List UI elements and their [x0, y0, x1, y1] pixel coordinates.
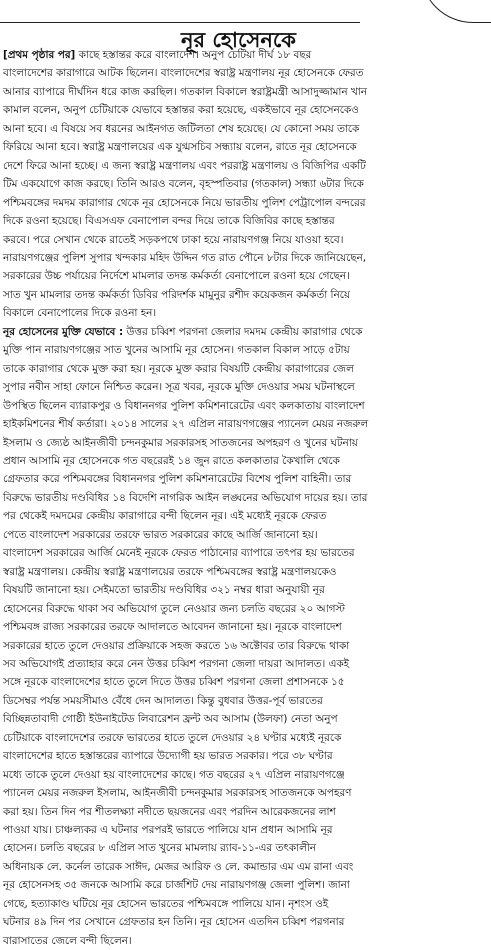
article-headline: নূর হোসেনকে: [180, 27, 296, 52]
text-line: অধিনায়ক লে. কর্নেল তারেক সাঈদ, মেজর আরিফ ও লে. কমান্ডার এম এম রানা এবং: [3, 860, 354, 873]
text-line: চেটিয়াকে বাংলাদেশের তরফে ভারতের হাতে তুলে দেওয়ার ২৪ ঘণ্টার মধ্যেই নূরকে: [3, 731, 342, 744]
text-line: কামাল বলেন, অনুপ চেটিয়াকে যেভাবে হস্তান্তর করা হয়েছে, একইভাবে নূর হোসেনকেও: [3, 104, 359, 117]
text-line: [প্রথম পৃষ্ঠার পর] কাছে হস্তান্তর করে বাংলাদেশ। অনুপ চেটিয়া দীর্ঘ ১৮ বছর: [3, 49, 312, 61]
text-line: আনার ব্যাপারে দীর্ঘদিন ধরে কাজ করছিল। গতকাল বিকালে স্বরাষ্ট্রমন্ত্রী আসাদুজ্জামান খান: [3, 85, 367, 98]
text-line: পশ্চিমবঙ্গের দমদম কারাগার থেকে নূর হোসেনকে নিয়ে ভারতীয় পুলিশ পেট্রাপোল বন্দরের: [3, 196, 366, 209]
corner-border-decoration: [420, 0, 491, 23]
text-line: ডিসেম্বর পর্যন্ত সময়সীমাও বেঁধে দেন আদালত। কিন্তু বুধবার উত্তর-পূর্ব ভারতের: [3, 694, 323, 707]
text-line: বিচ্ছিন্নতাবাদী গোষ্ঠী ইউনাইটেড লিবারেশন ফ্রন্ট অব আসাম (উলফা) নেতা অনুপ: [3, 713, 338, 726]
text-line: সব অভিযোগই প্রত্যাহার করে নেন উত্তর চব্বিশ পরগনা জেলা দায়রা আদালত। একই: [3, 657, 350, 670]
text-line: সুপার নবীন সাহা ফোনে নিশ্চিত করেন। সূত্র খবর, নূরকে মুক্তি দেওয়ার সময় ঘটনাস্থলে: [3, 381, 355, 394]
text-line: বাংলাদেশের হাতে হস্তান্তরের ব্যাপারে উদ্যোগী হয় ভারত সরকার। পরে ৩৮ ঘণ্টার: [3, 750, 333, 763]
paragraph-3: [3, 544, 471, 950]
text-line: পর থেকেই দমদমের কেন্দ্রীয় কারাগারে বন্দী ছিলেন নূর। এই মধ্যেই নূরকে ফেরত: [3, 510, 327, 523]
paragraph-2: [3, 323, 471, 544]
paragraph-1: [3, 46, 471, 323]
text-line: বিরুদ্ধে ভারতীয় দণ্ডবিধির ১৪ বিদেশি নাগরিক আইন লঙ্ঘনের অভিযোগ দায়ের হয়। তার: [3, 491, 368, 504]
text-line: আনা হবে। এ বিষয়ে সব ধরনের আইনগত জটিলতা শেষ হয়েছে। যে কোনো সময় তাকে: [3, 122, 360, 135]
text-line: হোসেন। চলতি বছরের ৮ এপ্রিল সাত খুনের মামলায় র‍্যাব-১১-এর তৎকালীন: [3, 842, 316, 855]
text-line: বাংলাদেশ সরকারের আর্জি মেনেই নূরকে ফেরত পাঠানোর ব্যাপারে তৎপর হয় ভারতের: [3, 547, 355, 560]
text-line: ইসলাম ও জ্যেষ্ঠ আইনজীবী চন্দনকুমার সরকারসহ সাতজনের অপহরণ ও খুনের ঘটনায়: [3, 436, 358, 449]
text-line: নারায়ণগঞ্জের পুলিশ সুপার খন্দকার মহিদ উদ্দিন গত রাত পৌনে ৮টার দিকে জানিয়েছেন,: [3, 251, 367, 264]
text-line: গেছে, হত্যাকাণ্ড ঘটিয়ে নূর হোসেন ভারতের পশ্চিমবঙ্গে পালিয়ে যান। নৃশংস ওই: [3, 897, 329, 910]
text-line: দিকে রওনা হয়েছে। বিএসএফ বেনাপোল বন্দর দিয়ে তাকে বিজিবির কাছে হস্তান্তর: [3, 215, 335, 228]
text-line: তাকে কারাগার থেকে মুক্ত করা হয়। নূরকে মুক্ত করার বিষয়টি কেন্দ্রীয় কারাগারের জেল: [3, 362, 354, 375]
top-divider-line: [0, 22, 360, 23]
continuation-label: [প্রথম পৃষ্ঠার পর]: [3, 49, 76, 61]
text-line: মধ্যে তাকে তুলে দেওয়া হয় বাংলাদেশের কাছে। গত বছরের ২৭ এপ্রিল নারায়ণগঞ্জে: [3, 768, 345, 781]
text-line: মুক্তি পান নারায়ণগঞ্জের সাত খুনের আসামি নূর হোসেন। গতকাল বিকাল সাড়ে ৫টায়: [3, 344, 350, 357]
text-line: সঙ্গে নূরকে বাংলাদেশের হাতে তুলে দিতে উত্তর চব্বিশ পরগনা জেলা প্রশাসনকে ১৫: [3, 676, 345, 689]
text-line: হাইকমিশনের শীর্ষ কর্তারা। ২০১৪ সালের ২৭ এপ্রিল নারায়ণগঞ্জের প্যানেল মেয়র নজরুল: [3, 418, 369, 431]
article-body: [3, 46, 471, 950]
text-line: দেশে ফিরে আনা হচ্ছে। এ জন্য স্বরাষ্ট্র মন্ত্রণালয় এবং পররাষ্ট্র মন্ত্রণালয় ও বিজিপির একটি: [3, 159, 366, 172]
text-line: পশ্চিমবঙ্গ রাজ্য সরকারের তরফে আদালতে আবেদন জানানো হয়। নূরকে বাংলাদেশ: [3, 621, 342, 634]
text-line: বিষয়টি জানানো হয়। সেইমতো ভারতীয় দণ্ডবিধির ৩২১ নম্বর ধারা অনুযায়ী নূর: [3, 584, 325, 597]
text-line: পেতে বাংলাদেশ সরকারের তরফে ভারত সরকারের কাছে আর্জি জানানো হয়।: [3, 528, 318, 541]
text-line: স্বরাষ্ট্র মন্ত্রণালয়। কেন্দ্রীয় স্বরাষ্ট্র মন্ত্রণালয়ের তরফে পশ্চিমবঙ্গের স্বরাষ্ট্র মন্ত্রণালয়কেও: [3, 565, 337, 578]
text-line: সাত খুন মামলার তদন্ত কর্মকর্তা ডিবির পরিদর্শক মামুনুর রশীদ কয়েকজন কর্মকর্তা নিয়ে: [3, 288, 350, 301]
text-line: বিকালে বেনাপোলের দিকে রওনা হন।: [3, 307, 157, 320]
text-line: বারাসাতের জেলে বন্দী ছিলেন।: [3, 934, 132, 947]
text-line: গ্রেফতার করে পশ্চিমবঙ্গের বিধাননগর পুলিশ কমিশনারেটের বিশেষ পুলিশ বাহিনী। তার: [3, 473, 352, 486]
text-line: হোসেনের বিরুদ্ধে থাকা সব অভিযোগ তুলে নেওয়ার জন্য চলতি বছরের ২০ আগস্ট: [3, 602, 345, 615]
text-line: টিম একযোগে কাজ করছে। তিনি আরও বলেন, বৃহস্পতিবার (গতকাল) সন্ধ্যা ৬টার দিকে: [3, 178, 364, 191]
text-line: প্যানেল মেয়র নজরুল ইসলাম, আইনজীবী চন্দনকুমার সরকারসহ সাতজনকে অপহরণ: [3, 787, 352, 800]
text-line: সরকারের হাতে তুলে দেওয়ার প্রক্রিয়াকে সহজ করতে ১৬ অক্টোবর তার বিরুদ্ধে থাকা: [3, 639, 350, 652]
text-line: করা হয়। তিন দিন পর শীতলক্ষ্যা নদীতে ছয়জনের এবং পরদিন আরেকজনের লাশ: [3, 805, 336, 818]
text-line: ফিরিয়ে আনা হবে। স্বরাষ্ট্র মন্ত্রণালয়ের এক যুগ্মসচিব সন্ধ্যায় বলেন, রাতে নূর হোসেনকে: [3, 141, 357, 154]
text-line: করবে। পরে সেখান থেকে রাতেই সড়কপথে ঢাকা হয়ে নারায়ণগঞ্জ নিয়ে যাওয়া হবে।: [3, 233, 344, 246]
text-line: নূর হোসেনসহ ৩৫ জনকে আসামি করে চার্জশিট দেয় নারায়ণগঞ্জ জেলা পুলিশ। জানা: [3, 879, 350, 892]
text-line: উপস্থিত ছিলেন ব্যারাকপুর ও বিধাননগর পুলিশ কমিশনারেটের এবং কলকাতায় বাংলাদেশ: [3, 399, 365, 412]
text-line: প্রধান আসামি নূর হোসেনকে গত বছরেরই ১৪ জুন রাতে কলকাতার কৈখালি থেকে: [3, 454, 340, 467]
text-line: ঘটনার ৪৯ দিন পর সেখানে গ্রেফতার হন তিনি। নূর হোসেন এতদিন চব্বিশ পরগনার: [3, 916, 345, 929]
text-line: সরকারের উচ্চ পর্যায়ের নির্দেশে মামলার তদন্ত কর্মকর্তা বেনাপোলে রওনা হয়ে গেছেন।: [3, 270, 350, 283]
text-line: নূর হোসেনের মুক্তি যেভাবে : উত্তর চব্বিশ পরগনা জেলার দমদম কেন্দ্রীয় কারাগার থেকে: [3, 325, 363, 338]
text-line: পাওয়া যায়। চাঞ্চল্যকর এ ঘটনার পরপরই ভারতে পালিয়ে যান প্রধান আসামি নূর: [3, 824, 333, 837]
subheading: নূর হোসেনের মুক্তি যেভাবে :: [3, 325, 124, 338]
text-line: বাংলাদেশের কারাগারে আটক ছিলেন। বাংলাদেশের স্বরাষ্ট্র মন্ত্রণালয় নূর হোসেনকে ফেরত: [3, 67, 364, 80]
